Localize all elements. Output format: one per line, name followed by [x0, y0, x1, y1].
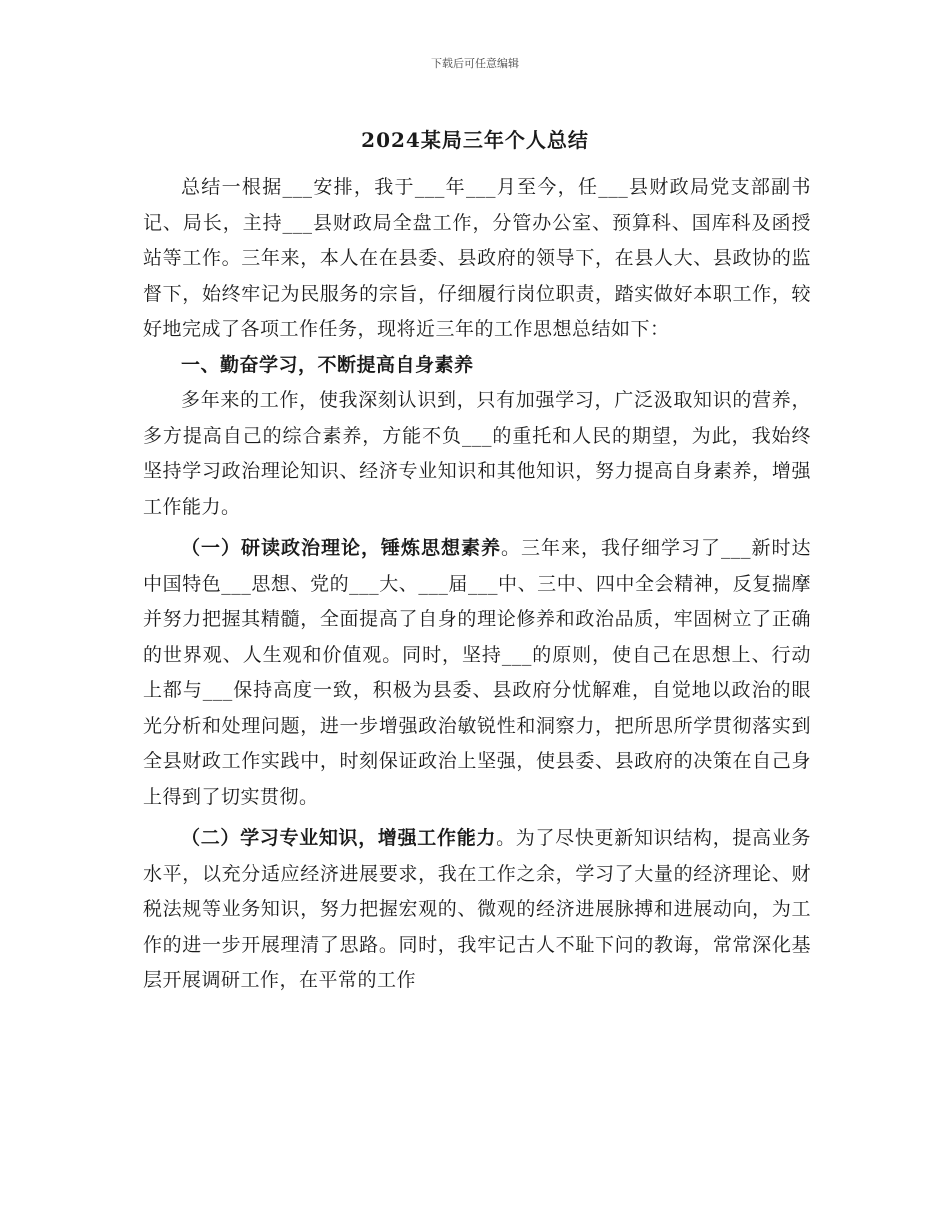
document-body [143, 170, 811, 999]
subsection-lead-1: （一）研读政治理论，锤炼思想素养 [181, 537, 501, 559]
subsection-paragraph-1 [143, 531, 811, 815]
section-paragraph: 多年来的工作，使我深刻认识到，只有加强学习，广泛汲取知识的营养，多方提高自己的综合素养，方能不负___的重托和人民的期望，为此，我始终坚持学习政治理论知识、经济专业知识和其他知识，努力提高自身素养，增强工作能力。 [143, 389, 811, 518]
page-header-note: 下载后可任意编辑 [431, 57, 519, 70]
subsection-paragraph-2 [143, 821, 811, 999]
document-title: 2024某局三年个人总结 [361, 128, 589, 152]
intro-paragraph: 总结一根据___安排，我于___年___月至今，任___县财政局党支部副书记、局长，主持___县财政局全盘工作，分管办公室、预算科、国库科及函授站等工作。三年来，本人在在县委、县政府的领导下，在县人大、县政协的监督下，始终牢记为民服务的宗旨，仔细履行岗位职责，踏实做好本职工作，较好地完成了各项工作任务，现将近三年的工作思想总结如下： [143, 176, 811, 340]
subsection-text-2: 。为了尽快更新知识结构，提高业务水平，以充分适应经济进展要求，我在工作之余，学习了大量的经济理论、财税法规等业务知识，努力把握宏观的、微观的经济进展脉搏和进展动向，为工作的进一步开展理清了思路。同时，我牢记古人不耻下问的教诲，常常深化基层开展调研工作，在平常的工作 [143, 827, 811, 991]
section-heading: 一、勤奋学习，不断提高自身素养 [181, 353, 474, 376]
subsection-lead-2: （二）学习专业知识，增强工作能力 [181, 827, 497, 849]
subsection-text-1: 。三年来，我仔细学习了___新时达中国特色___思想、党的___大、___届___中、三中、四中全会精神，反复揣摩并努力把握其精髓，全面提高了自身的理论修养和政治品质，牢固树立了正确的世界观、人生观和价值观。同时，坚持___的原则，使自己在思想上、行动上都与___保持高度一致，积极为县委、县政府分忧解难，自觉地以政治的眼光分析和处理问题，进一步增强政治敏锐性和洞察力，把所思所学贯彻落实到全县财政工作实践中，时刻保证政治上坚强，使县委、县政府的决策在自己身上得到了切实贯彻。 [143, 537, 811, 808]
